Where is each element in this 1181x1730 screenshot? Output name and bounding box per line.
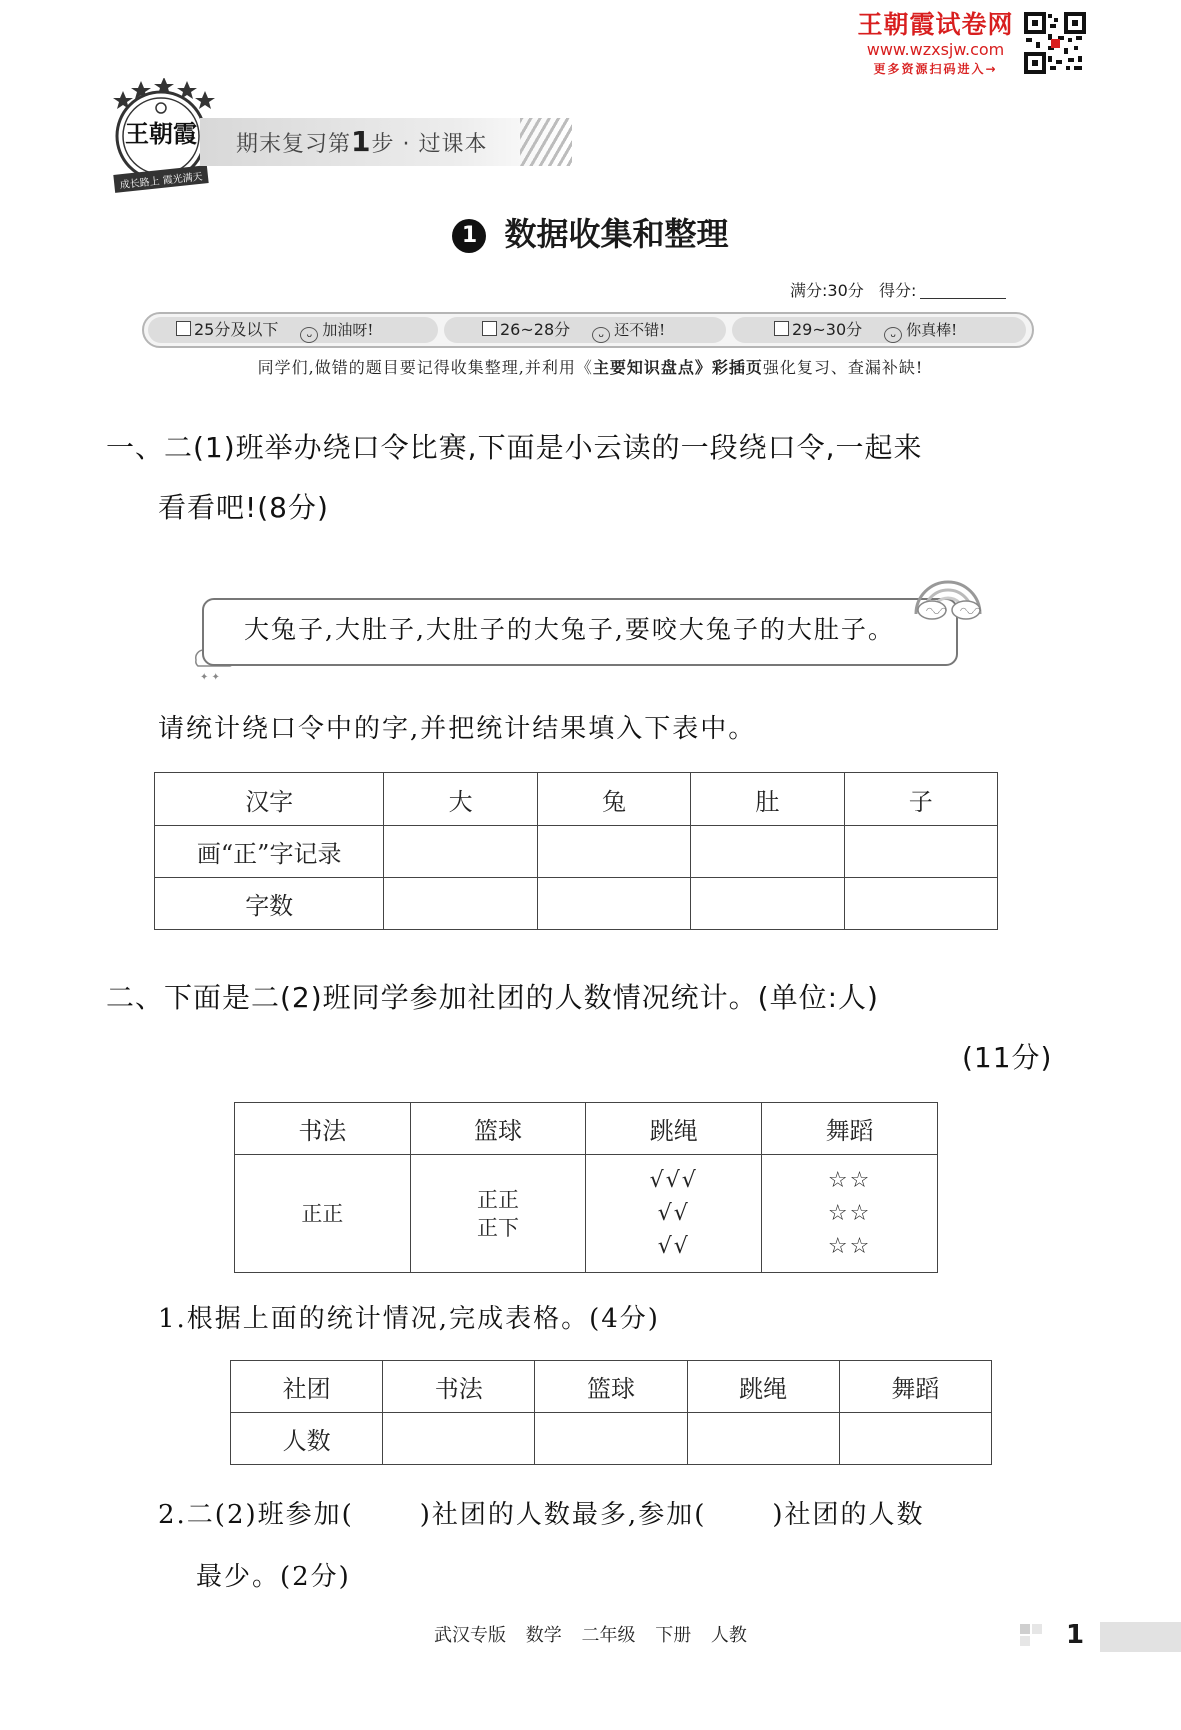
rainbow-icon xyxy=(910,566,986,622)
svg-text:◠◡◠: ◠◡◠ xyxy=(926,606,947,615)
q1-answer-cell[interactable] xyxy=(537,878,690,930)
checkbox-icon[interactable] xyxy=(774,321,789,336)
footer-edition: 武汉专版 数学 二年级 下册 人教 xyxy=(434,1625,747,1646)
q2-sub1-header-dance: 舞蹈 xyxy=(839,1361,991,1413)
page-number-bar xyxy=(1100,1622,1181,1652)
q2-answer-cell[interactable] xyxy=(535,1413,687,1465)
page-corner-squares-icon xyxy=(1018,1622,1052,1652)
q2-header-dance: 舞蹈 xyxy=(762,1103,938,1155)
q2-sub1-header-club: 社团 xyxy=(231,1361,383,1413)
logo-name: 王朝霞 xyxy=(125,119,197,148)
q2-answer-cell[interactable] xyxy=(383,1413,535,1465)
q1-row-tally-label: 画“正”字记录 xyxy=(155,826,384,878)
q1-instruction: 请统计绕口令中的字,并把统计结果填入下表中。 xyxy=(158,714,757,744)
q2-sub2-line2: 最少。(2分) xyxy=(196,1562,351,1592)
face-icon: ᴗ xyxy=(300,327,318,343)
q1-answer-cell[interactable] xyxy=(844,826,997,878)
tip-text: 同学们,做错的题目要记得收集整理,并利用《主要知识盘点》彩插页强化复习、查漏补缺! xyxy=(257,358,924,377)
svg-text:✦ ✦: ✦ ✦ xyxy=(200,672,220,683)
q1-header-hanzi: 汉字 xyxy=(155,773,384,826)
checkbox-icon[interactable] xyxy=(482,321,497,336)
q2-count-table xyxy=(230,1360,992,1465)
q2-points: (11分) xyxy=(962,1041,1053,1074)
q1-answer-cell[interactable] xyxy=(384,878,537,930)
q2-line1: 二、下面是二(2)班同学参加社团的人数情况统计。(单位:人) xyxy=(106,981,879,1014)
title-number-badge: 1 xyxy=(452,219,486,253)
q2-header-calligraphy: 书法 xyxy=(235,1103,411,1155)
q2-header-basketball: 篮球 xyxy=(410,1103,586,1155)
score-label: 得分: xyxy=(879,281,917,300)
q1-answer-cell[interactable] xyxy=(691,826,844,878)
q1-line2: 看看吧!(8分) xyxy=(158,491,329,524)
title-text: 数据收集和整理 xyxy=(504,215,729,253)
page-number: 1 xyxy=(1066,1620,1085,1650)
q2-calligraphy-tally: 正正 xyxy=(235,1155,411,1273)
q2-basketball-tally: 正正 正下 xyxy=(410,1155,586,1273)
q1-header-zi: 子 xyxy=(844,773,997,826)
brand-more-text: 更多资源扫码进入→ xyxy=(873,62,998,76)
q1-table xyxy=(154,772,998,930)
score-line xyxy=(790,280,1006,302)
q2-header-rope: 跳绳 xyxy=(586,1103,762,1155)
score-blank[interactable] xyxy=(920,298,1006,299)
q2-sub1-header-basketball: 篮球 xyxy=(535,1361,687,1413)
checkbox-icon[interactable] xyxy=(176,321,191,336)
q1-answer-cell[interactable] xyxy=(384,826,537,878)
brand-url[interactable]: www.wzxsjw.com xyxy=(866,40,1005,59)
q2-sub1-header-rope: 跳绳 xyxy=(687,1361,839,1413)
face-icon: ᴗ xyxy=(592,327,610,343)
q2-sub1-text: 1.根据上面的统计情况,完成表格。(4分) xyxy=(158,1304,660,1334)
q2-rope-checks: √√√ √√ √√ xyxy=(586,1155,762,1273)
q1-header-tu: 兔 xyxy=(537,773,690,826)
brand-name: 王朝霞试卷网 xyxy=(857,10,1014,39)
q1-row-count-label: 字数 xyxy=(155,878,384,930)
header-step-number: 1 xyxy=(351,125,372,158)
q2-sub1-header-calligraphy: 书法 xyxy=(383,1361,535,1413)
q2-sub1-row-label: 人数 xyxy=(231,1413,383,1465)
svg-text:◠◡◠: ◠◡◠ xyxy=(960,606,981,615)
q1-answer-cell[interactable] xyxy=(691,878,844,930)
grade-option-2[interactable]: 26~28分 ᴗ 还不错! xyxy=(482,314,665,346)
brand-block xyxy=(848,10,1023,78)
qr-code-icon[interactable] xyxy=(1024,12,1086,74)
page-title xyxy=(0,212,1181,256)
grade-option-3[interactable]: 29~30分 ᴗ 你真棒! xyxy=(774,314,957,346)
q1-header-da: 大 xyxy=(384,773,537,826)
logo-motto: 成长路上 霞光满天 xyxy=(119,171,204,192)
full-score: 满分:30分 xyxy=(790,281,864,300)
q2-answer-cell[interactable] xyxy=(839,1413,991,1465)
q2-answer-cell[interactable] xyxy=(687,1413,839,1465)
q1-answer-cell[interactable] xyxy=(537,826,690,878)
tongue-twister-text: 大兔子,大肚子,大肚子的大兔子,要咬大兔子的大肚子。 xyxy=(244,615,895,644)
header-step-text: 期末复习第1步 · 过课本 xyxy=(236,125,488,158)
header-band-stripes xyxy=(520,118,572,166)
grade-option-1[interactable]: 25分及以下 ᴗ 加油呀! xyxy=(176,314,373,346)
q2-sub2-line1: 2.二(2)班参加( )社团的人数最多,参加( )社团的人数 xyxy=(158,1500,925,1530)
q1-answer-cell[interactable] xyxy=(844,878,997,930)
q1-line1: 一、二(1)班举办绕口令比赛,下面是小云读的一段绕口令,一起来 xyxy=(106,431,923,464)
q1-header-du: 肚 xyxy=(691,773,844,826)
q2-tally-table xyxy=(234,1102,938,1273)
q2-dance-stars: ☆☆ ☆☆ ☆☆ xyxy=(762,1155,938,1273)
grade-scale xyxy=(142,312,1034,348)
face-icon: ᴗ xyxy=(884,327,902,343)
